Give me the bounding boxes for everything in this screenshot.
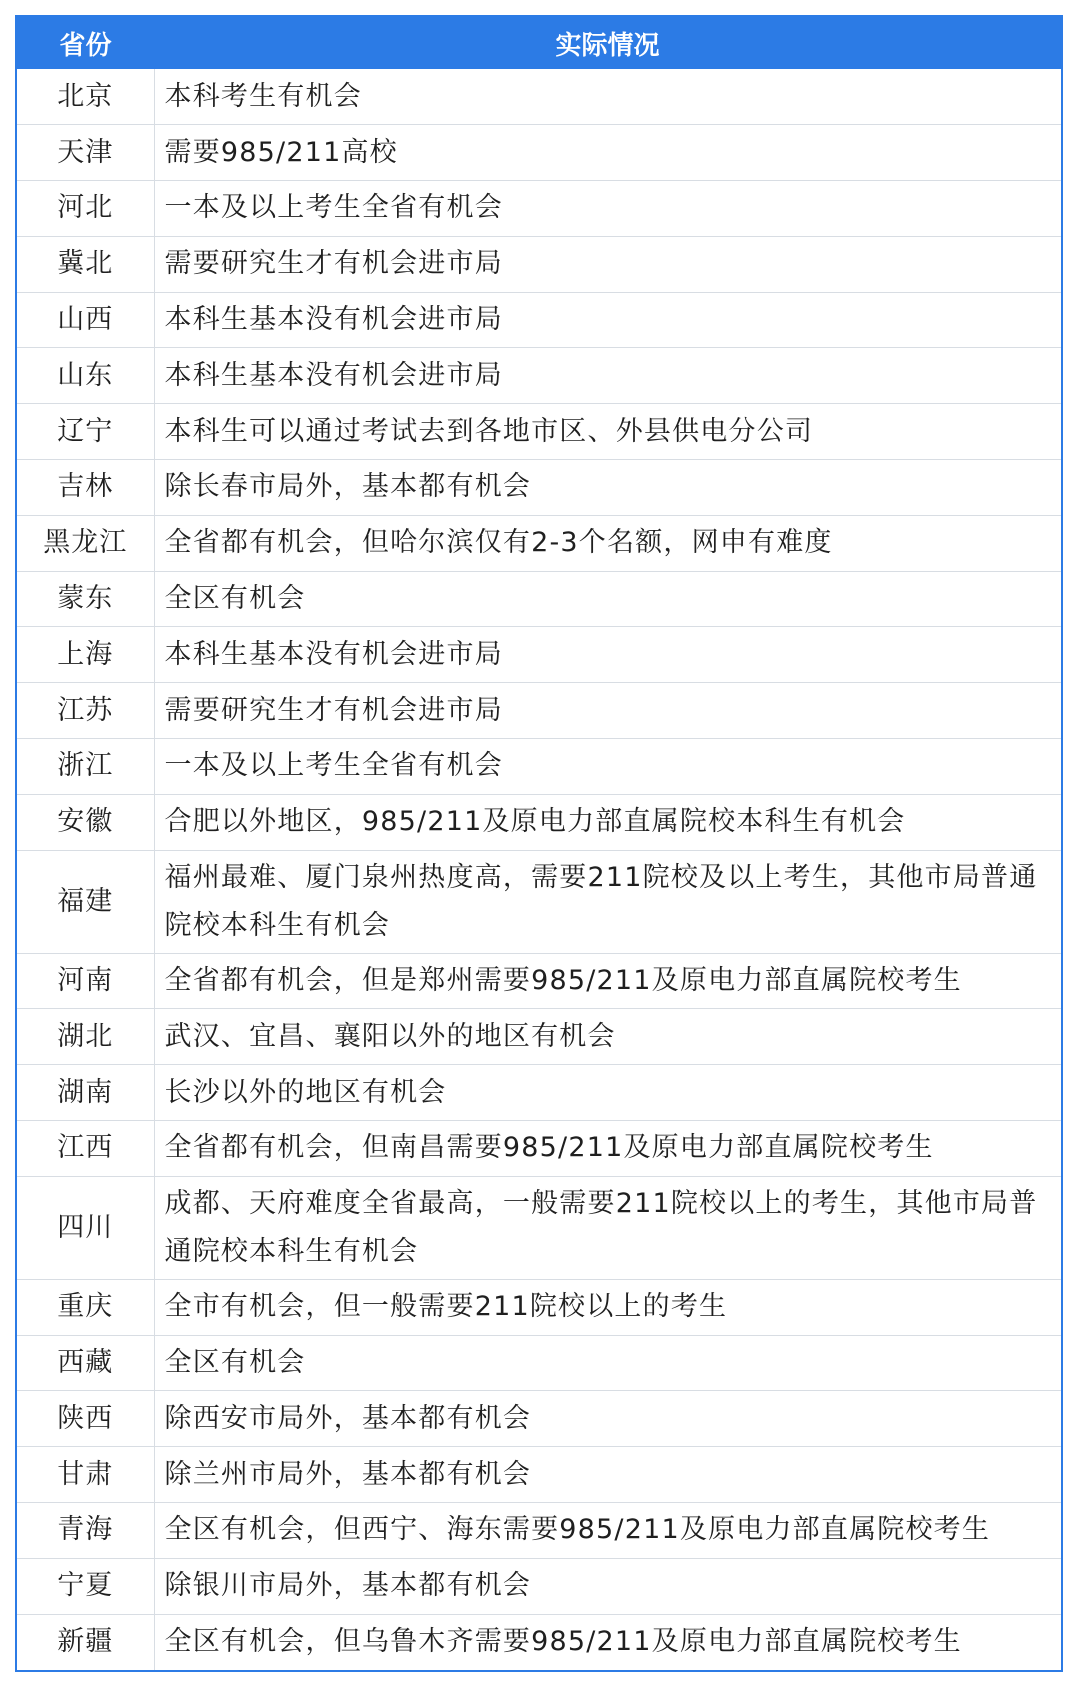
- situation-cell: 合肥以外地区，985/211及原电力部直属院校本科生有机会: [154, 794, 1061, 850]
- table-row: [17, 794, 1061, 850]
- table-row: [17, 1614, 1061, 1670]
- table-row: [17, 1065, 1061, 1121]
- situation-cell: 全区有机会: [154, 1335, 1061, 1391]
- situation-cell: 全省都有机会，但是郑州需要985/211及原电力部直属院校考生: [154, 953, 1061, 1009]
- table-row: [17, 1558, 1061, 1614]
- table-row: [17, 1335, 1061, 1391]
- province-cell: 浙江: [17, 739, 154, 795]
- province-cell: 青海: [17, 1503, 154, 1559]
- province-cell: 西藏: [17, 1335, 154, 1391]
- province-cell: 安徽: [17, 794, 154, 850]
- situation-cell: 除银川市局外，基本都有机会: [154, 1558, 1061, 1614]
- situation-cell: 全省都有机会，但哈尔滨仅有2-3个名额，网申有难度: [154, 515, 1061, 571]
- table-row: [17, 953, 1061, 1009]
- table-row: [17, 460, 1061, 516]
- header-row: [17, 17, 1061, 69]
- province-cell: 上海: [17, 627, 154, 683]
- table-row: [17, 125, 1061, 181]
- province-cell: 宁夏: [17, 1558, 154, 1614]
- situation-cell: 除长春市局外，基本都有机会: [154, 460, 1061, 516]
- table-row: [17, 292, 1061, 348]
- situation-cell: 武汉、宜昌、襄阳以外的地区有机会: [154, 1009, 1061, 1065]
- province-cell: 陕西: [17, 1391, 154, 1447]
- situation-cell: 本科生基本没有机会进市局: [154, 292, 1061, 348]
- situation-cell: 本科考生有机会: [154, 69, 1061, 125]
- situation-cell: 全市有机会，但一般需要211院校以上的考生: [154, 1279, 1061, 1335]
- province-situation-table: [17, 17, 1061, 1670]
- situation-cell: 长沙以外的地区有机会: [154, 1065, 1061, 1121]
- table-row: [17, 69, 1061, 125]
- situation-cell: 全区有机会，但乌鲁木齐需要985/211及原电力部直属院校考生: [164, 1626, 962, 1658]
- table-row: [17, 348, 1061, 404]
- province-cell: 天津: [17, 125, 154, 181]
- situation-cell: 全区有机会: [154, 571, 1061, 627]
- province-cell: 黑龙江: [17, 515, 154, 571]
- situation-cell: 全省都有机会，但南昌需要985/211及原电力部直属院校考生: [154, 1121, 1061, 1177]
- table-row: [17, 1391, 1061, 1447]
- province-cell: 吉林: [17, 460, 154, 516]
- province-cell: 蒙东: [17, 571, 154, 627]
- situation-cell: 福州最难、厦门泉州热度高，需要211院校及以上考生，其他市局普通院校本科生有机会: [154, 850, 1061, 953]
- province-cell: 辽宁: [17, 404, 154, 460]
- province-cell: 重庆: [17, 1279, 154, 1335]
- situation-cell: 本科生基本没有机会进市局: [154, 627, 1061, 683]
- situation-cell: 成都、天府难度全省最高，一般需要211院校以上的考生，其他市局普通院校本科生有机会: [154, 1176, 1061, 1279]
- situation-cell: 需要研究生才有机会进市局: [154, 683, 1061, 739]
- table-row: [17, 1176, 1061, 1279]
- situation-cell: 一本及以上考生全省有机会: [154, 181, 1061, 237]
- table-row: [17, 404, 1061, 460]
- situation-cell: 本科生基本没有机会进市局: [154, 348, 1061, 404]
- province-cell: 江西: [17, 1121, 154, 1177]
- table-row: [17, 236, 1061, 292]
- table-row: [17, 683, 1061, 739]
- situation-cell: 除兰州市局外，基本都有机会: [154, 1447, 1061, 1503]
- table-row: [17, 1503, 1061, 1559]
- situation-cell: 全区有机会，但西宁、海东需要985/211及原电力部直属院校考生: [154, 1503, 1061, 1559]
- table-row: [17, 1121, 1061, 1177]
- table-row: [17, 571, 1061, 627]
- table-row: [17, 1279, 1061, 1335]
- province-cell: 河南: [17, 953, 154, 1009]
- province-cell: 山东: [17, 348, 154, 404]
- province-cell: 山西: [17, 292, 154, 348]
- province-cell: 福建: [17, 850, 154, 953]
- table-row: [17, 739, 1061, 795]
- province-cell: 新疆: [17, 1614, 154, 1670]
- header-province: 省份: [17, 17, 154, 69]
- province-cell: 冀北: [17, 236, 154, 292]
- table-row: [17, 1447, 1061, 1503]
- province-cell: 四川: [17, 1176, 154, 1279]
- situation-cell: 本科生可以通过考试去到各地市区、外县供电分公司: [154, 404, 1061, 460]
- province-cell: 河北: [17, 181, 154, 237]
- province-cell: 湖北: [17, 1009, 154, 1065]
- situation-cell: 除西安市局外，基本都有机会: [154, 1391, 1061, 1447]
- header-situation: 实际情况: [154, 17, 1061, 69]
- table-body: [17, 69, 1061, 1670]
- table-row: [17, 627, 1061, 683]
- table-header: [17, 17, 1061, 69]
- table-row: [17, 181, 1061, 237]
- table-row: [17, 1009, 1061, 1065]
- province-cell: 北京: [17, 69, 154, 125]
- province-cell: 江苏: [17, 683, 154, 739]
- province-table-container: [15, 15, 1063, 1672]
- province-cell: 湖南: [17, 1065, 154, 1121]
- situation-cell: 需要985/211高校: [154, 125, 1061, 181]
- situation-cell: 需要研究生才有机会进市局: [154, 236, 1061, 292]
- table-row: [17, 850, 1061, 953]
- table-row: [17, 515, 1061, 571]
- situation-cell: 一本及以上考生全省有机会: [154, 739, 1061, 795]
- province-cell: 甘肃: [17, 1447, 154, 1503]
